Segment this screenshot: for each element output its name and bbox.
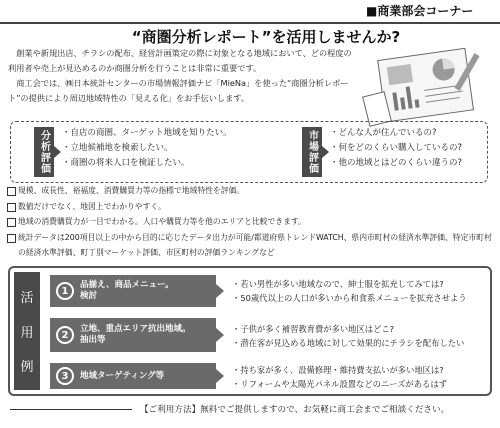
page-headline: “商圏分析レポート”を活用しませんか? [131,28,401,46]
step-label [80,324,191,346]
usage-tag-char: 用 [20,325,34,341]
section-corner-label: ■商業部会コーナー [366,4,474,18]
intro-paragraph-2: 商工会では、㈱日本統計センターの市場情報評価ナビ「MieNa」を使った“商圏分析レポート”の提供により周辺地域特性の「見える化」をお手伝いします。 [8,78,349,103]
usage-step-3 [50,363,216,389]
report-illustration [362,48,492,128]
list-item: ・ どんな人が住んでいるの? [330,126,490,141]
list-item: ・ 立地候補地を検索したい。 [62,141,292,156]
footer-note: 【ご利用方法】無料でご提供しますので、お気軽に商工会までご相談ください。 [140,405,450,415]
list-item: ・ 持ち家が多く、設備修理・維持費支払いが多い地区は? [232,363,490,377]
intro-paragraph-1: 創業や新規出店、チラシの配布、経営計画策定の際に対象となる地域において、どの程度の利用者や売上が見込めるのか商圏分析を行うことは非常に重要です。 [8,48,352,73]
step-label-line: 立地、重点エリア抗出地域。 [80,324,191,334]
step-label-line: 品揃え、商品メニュー。 [80,280,174,290]
header-divider [0,22,500,24]
usage-tag-char: 活 [20,291,34,307]
step-label [80,280,174,302]
analysis-arrow-icon [54,146,61,158]
usage-step-2 [50,318,216,352]
usage-tag [14,272,40,390]
checklist-item: 統計データは200項目以上の中から目的に応じたデータ出力が可能/都道府県トレンドWATCH、県内市町村の経済水準評価、特定市町村の経済水準評価、町丁別マーケット評価、市区町村の評価ランキングなど [6,230,496,261]
checklist-item: 数値だけでなく、地図上でわかりやすく。 [6,199,496,215]
analysis-tag: 分析評価 [34,127,54,177]
step-label-line: 抽出等 [80,335,106,345]
intro-text [8,46,356,106]
list-item: ・ 潜在客が見込める地域に対して効果的にチラシを配布したい [232,336,490,350]
step-label: 地域ターゲティング等 [80,370,165,381]
market-arrow-icon [322,146,329,158]
market-list [330,126,490,171]
usage-step-2-bullets [232,322,490,350]
step-number: 3 [56,367,74,385]
usage-step-3-bullets [232,363,490,391]
list-item: ・ 商圏の将来人口を検証したい。 [62,156,292,171]
analysis-list [62,126,292,171]
step-label-line: 検討 [80,291,98,301]
usage-tag-char: 例 [20,359,34,375]
footer-divider [10,409,132,410]
list-item: ・ 何をどのくらい購入しているの? [330,141,490,156]
feature-checklist [6,183,496,261]
market-tag: 市場評価 [302,127,322,177]
checklist-item: 地域の消費購買力が一目でわかる。人口や購買力等を他のエリアと比較できます。 [6,214,496,230]
list-item: ・ 50歳代以上の人口が多いから和食系メニューを拡充させよう [232,291,490,305]
list-item: ・ 若い男性が多い地域なので、紳士服を拡充してみては? [232,277,490,291]
usage-step-1 [50,275,216,307]
step-number: 1 [56,282,74,300]
list-item: ・ 自店の商圏、ターゲット地域を知りたい。 [62,126,292,141]
list-item: ・ リフォームや太陽光パネル設置などのニーズがあるはず [232,377,490,391]
usage-step-1-bullets [232,277,490,305]
list-item: ・ 他の地域とはどのくらい違うの? [330,156,490,171]
list-item: ・ 子供が多く補習教育費が多い地区はどこ? [232,322,490,336]
checklist-item: 規模、成長性、裕福度、消費購買力等の指標で地域特性を評価。 [6,183,496,199]
step-number: 2 [56,326,74,344]
